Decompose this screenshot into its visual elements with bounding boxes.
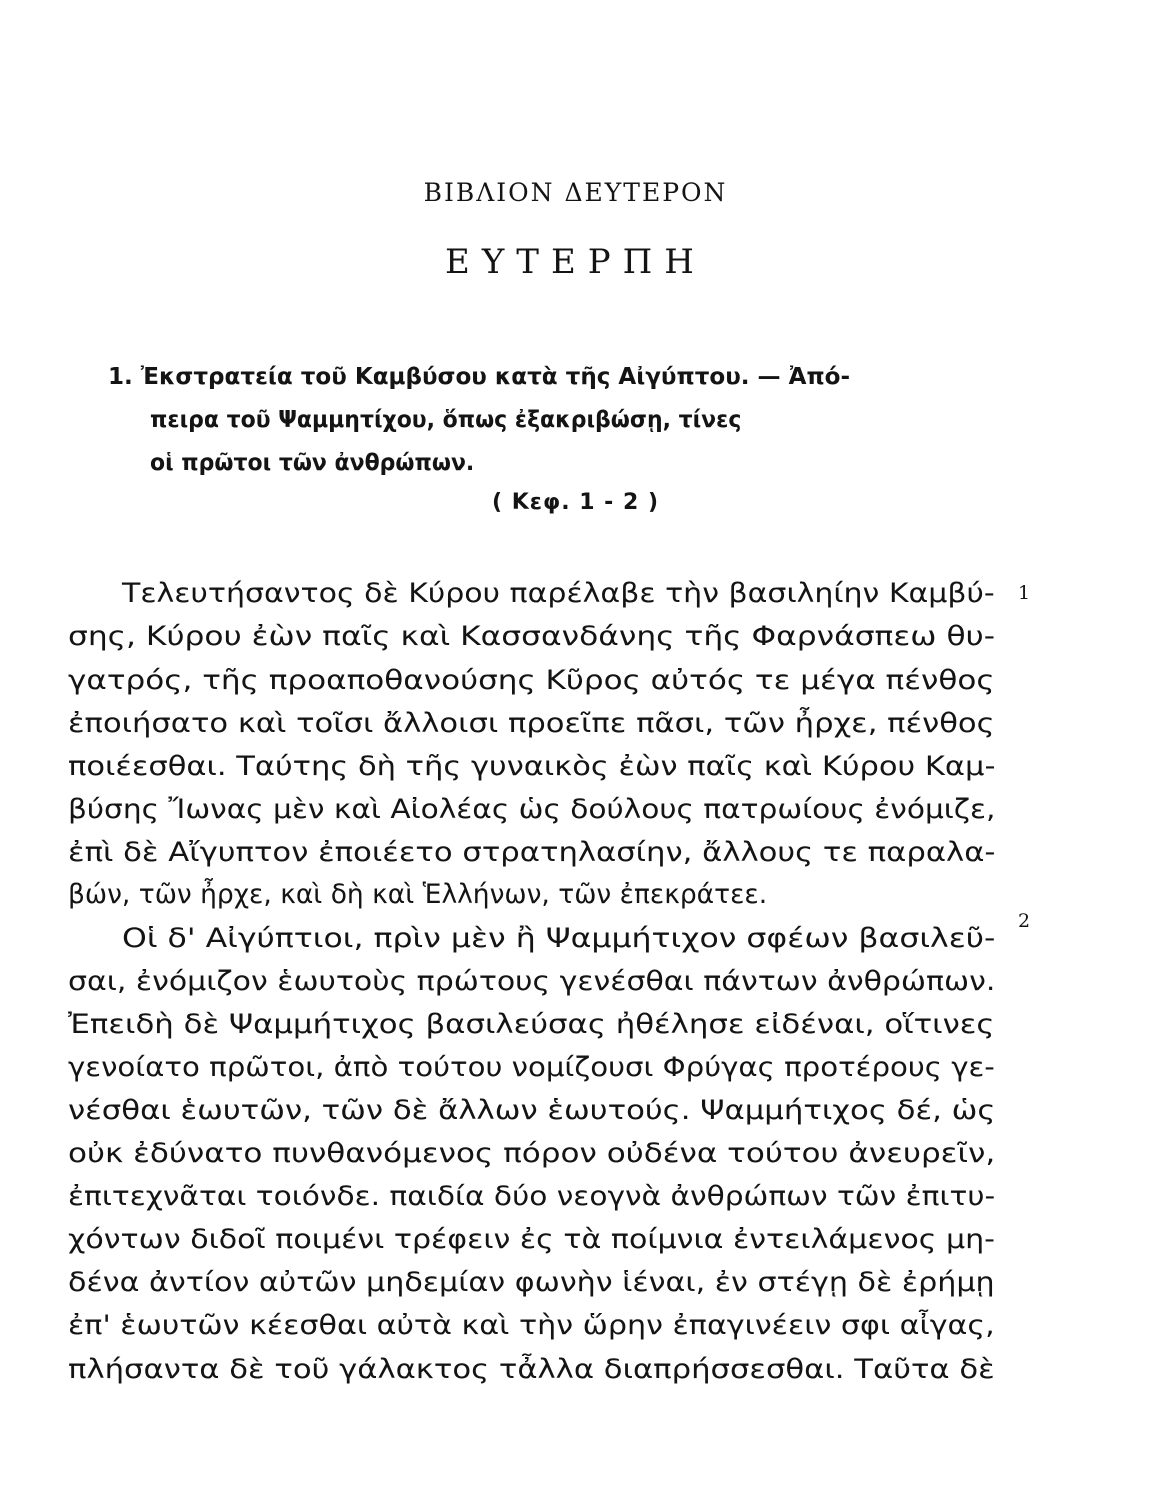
section-number: 1 bbox=[1018, 582, 1031, 604]
section-heading-line: 1. Ἐκστρατεία τοῦ Καμβύσου κατὰ τῆς Αἰγύπτου. — Ἀπό- bbox=[108, 362, 851, 390]
section-number: 2 bbox=[1018, 910, 1031, 932]
book-title: ΒΙΒΛΙΟΝ ΔΕΥΤΕΡΟΝ bbox=[423, 178, 728, 207]
text-line: ἐπὶ δὲ Αἴγυπτον ἐποιέετο στρατηλασίην, ἄλλους τε παραλα- bbox=[68, 837, 996, 868]
text-line: χόντων διδοῖ ποιμένι τρέφειν ἐς τὰ ποίμνια ἐντειλάμενος μη- bbox=[68, 1224, 996, 1255]
book-name: ΕΥΤΕΡΠΗ bbox=[445, 242, 706, 282]
text-line: γενοίατο πρῶτοι, ἀπὸ τούτου νομίζουσι Φρύγας προτέρους γε- bbox=[68, 1052, 995, 1083]
text-line: ποιέεσθαι. Ταύτης δὴ τῆς γυναικὸς ἐὼν παῖς καὶ Κύρου Καμ- bbox=[68, 751, 996, 782]
text-line: Ἐπειδὴ δὲ Ψαμμήτιχος βασιλεύσας ἠθέλησε εἰδέναι, οἵτινες bbox=[68, 1009, 995, 1040]
section-heading-line: πειρα τοῦ Ψαμμητίχου, ὅπως ἐξακριβώσῃ, τίνες bbox=[150, 405, 742, 433]
text-line: σαι, ἐνόμιζον ἑωυτοὺς πρώτους γενέσθαι πάντων ἀνθρώπων. bbox=[68, 966, 996, 997]
text-line: οὐκ ἐδύνατο πυνθανόμενος πόρον οὐδένα τούτου ἀνευρεῖν, bbox=[68, 1138, 996, 1169]
section-heading-line: οἱ πρῶτοι τῶν ἀνθρώπων. bbox=[150, 448, 475, 476]
text-line: δένα ἀντίον αὐτῶν μηδεμίαν φωνὴν ἱέναι, ἐν στέγῃ δὲ ἐρήμῃ bbox=[68, 1267, 995, 1298]
text-line: ἐποιήσατο καὶ τοῖσι ἄλλοισι προεῖπε πᾶσι, τῶν ἦρχε, πένθος bbox=[68, 708, 995, 739]
text-line: βύσης Ἴωνας μὲν καὶ Αἰολέας ὡς δούλους πατρωίους ἐνόμιζε, bbox=[68, 794, 996, 825]
text-line: Τελευτήσαντος δὲ Κύρου παρέλαβε τὴν βασιληίην Καμβύ- bbox=[122, 578, 995, 609]
text-line: σης, Κύρου ἐὼν παῖς καὶ Κασσανδάνης τῆς Φαρνάσπεω θυ- bbox=[68, 621, 996, 652]
text-line: Οἱ δ' Αἰγύπτιοι, πρὶν μὲν ἢ Ψαμμήτιχον σφέων βασιλεῦ- bbox=[122, 923, 996, 954]
text-line: βών, τῶν ἦρχε, καὶ δὴ καὶ Ἑλλήνων, τῶν ἐπεκράτεε. bbox=[68, 879, 768, 910]
text-line: ἐπιτεχνᾶται τοιόνδε. παιδία δύο νεογνὰ ἀνθρώπων τῶν ἐπιτυ- bbox=[68, 1181, 996, 1212]
text-line: γατρός, τῆς προαποθανούσης Κῦρος αὐτός τε μέγα πένθος bbox=[68, 665, 995, 696]
text-line: ἐπ' ἑωυτῶν κέεσθαι αὐτὰ καὶ τὴν ὥρην ἐπαγινέειν σφι αἶγας, bbox=[68, 1310, 995, 1341]
chapter-reference: ( Κεφ. 1 - 2 ) bbox=[491, 490, 659, 515]
text-line: πλήσαντα δὲ τοῦ γάλακτος τἆλλα διαπρήσσεσθαι. Ταῦτα δὲ bbox=[68, 1354, 995, 1385]
text-line: νέσθαι ἑωυτῶν, τῶν δὲ ἄλλων ἑωυτούς. Ψαμμήτιχος δέ, ὡς bbox=[68, 1095, 996, 1126]
